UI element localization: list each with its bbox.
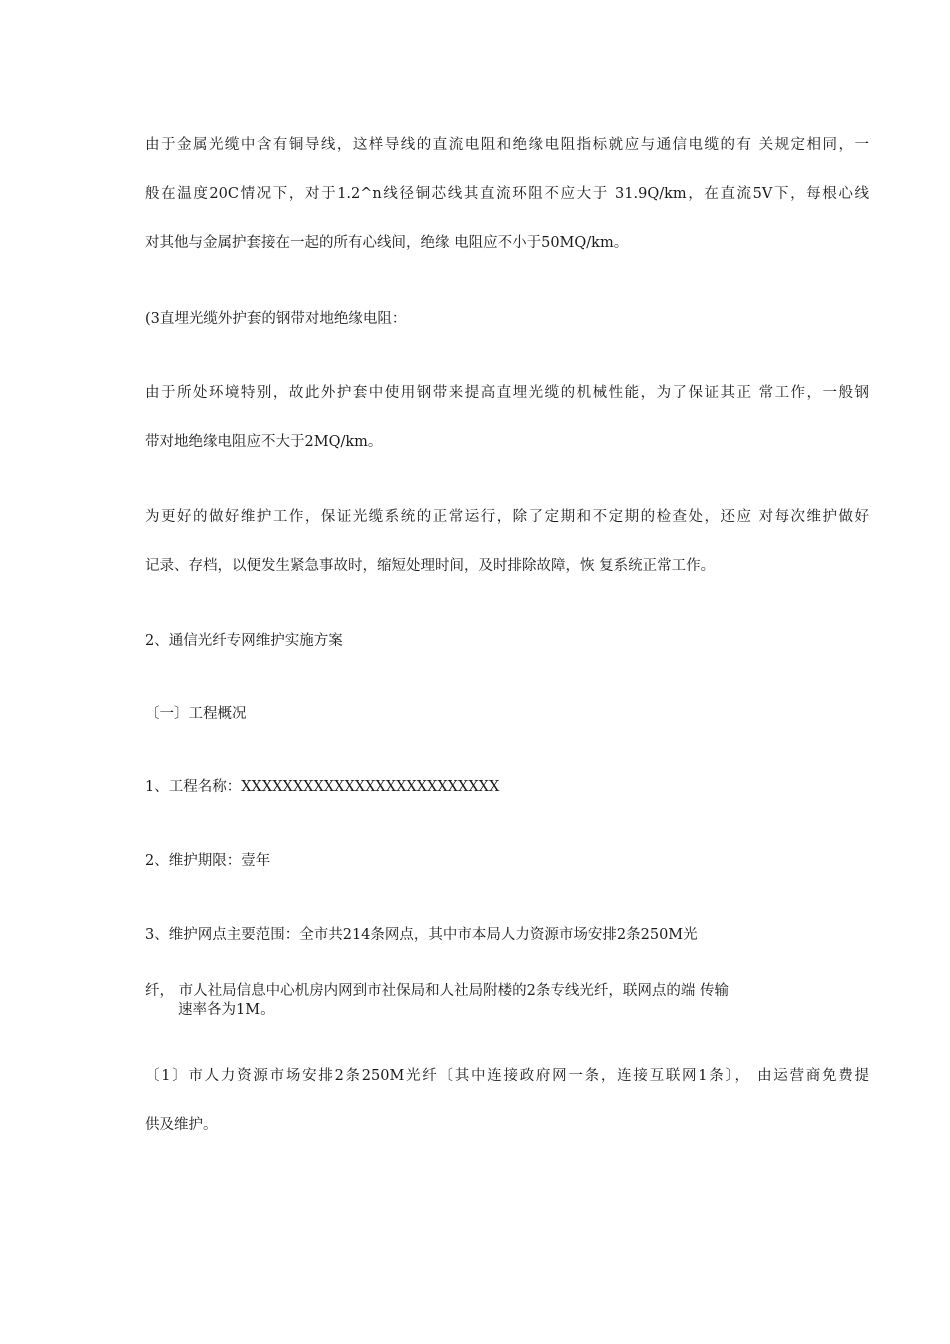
para-steel-tape-resistance-line-1: 由于所处环境特别，故此外护套中使用钢带来提高直埋光缆的机械性能，为了保证其正 常工作，一般钢 [145,385,869,401]
section-heading-2: 2、通信光纤专网维护实施方案 [145,633,343,649]
item-sub-1-line-1: 〔1〕市人力资源市场安排2条250M光纤〔其中连接政府网一条，连接互联网1条〕， 由运营商免费提 [145,1068,869,1084]
item-sub-1-line-2: 供及维护。 [145,1117,218,1133]
para-maintenance-records-line-2: 记录、存档，以便发生紧急事故时，缩短处理时间，及时排除故障，恢 复系统正常工作。 [145,558,716,574]
para-metal-cable-resistance-line-2: 般在温度20C情况下，对于1.2^n线径铜芯线其直流环阻不应大于 31.9Q/km，在直流5V下，每根心线 [145,186,869,202]
item-project-name: 1、工程名称：XXXXXXXXXXXXXXXXXXXXXXXXX [145,779,500,795]
subsection-heading-1: 〔一〕工程概况 [145,706,247,722]
item-maintenance-period: 2、维护期限：壹年 [145,853,271,869]
subheading-steel-tape: (3直埋光缆外护套的钢带对地绝缘电阻： [145,311,407,327]
para-metal-cable-resistance-line-3: 对其他与金属护套接在一起的所有心线间，绝缘 电阻应不小于50MQ/km。 [145,235,629,251]
item-maintenance-scope-line-1: 3、维护网点主要范围：全市共214条网点，其中市本局人力资源市场安排2条250M光 [145,927,698,943]
para-metal-cable-resistance-line-1: 由于金属光缆中含有铜导线，这样导线的直流电阻和绝缘电阻指标就应与通信电缆的有 关规定相同，一 [145,137,869,153]
item-maintenance-scope-line-3: 速率各为1M。 [178,1002,275,1018]
para-maintenance-records-line-1: 为更好的做好维护工作，保证光缆系统的正常运行，除了定期和不定期的检查处，还应 对每次维护做好 [145,509,869,525]
para-steel-tape-resistance-line-2: 带对地绝缘电阻应不大于2MQ/km。 [145,434,383,450]
item-maintenance-scope-line-2: 纤， 市人社局信息中心机房内网到市社保局和人社局附楼的2条专线光纤，联网点的端 传输 [145,983,729,999]
